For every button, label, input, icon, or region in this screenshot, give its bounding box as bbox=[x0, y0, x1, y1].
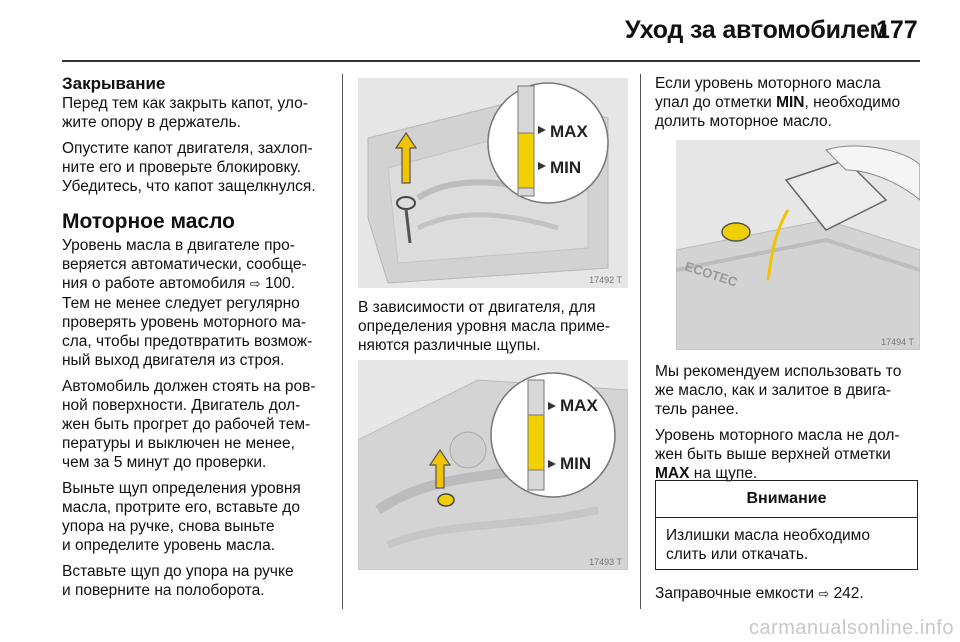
text-line: упал до отметки bbox=[655, 94, 777, 111]
max-paragraph bbox=[655, 426, 925, 483]
text-line: жите опору в держатель. bbox=[62, 114, 241, 131]
text-line: чем за 5 минут до проверки. bbox=[62, 454, 267, 471]
closing-paragraph-1 bbox=[62, 94, 340, 132]
warning-title: Внимание bbox=[656, 481, 917, 518]
text-line: В зависимости от двигателя, для bbox=[358, 299, 596, 316]
oil-cap-icon bbox=[722, 223, 750, 241]
closing-paragraph-2 bbox=[62, 139, 340, 196]
text-line: Мы рекомендуем использовать то bbox=[655, 363, 902, 380]
text-line: Если уровень моторного масла bbox=[655, 75, 881, 92]
page-title: Уход за автомобилем bbox=[625, 16, 888, 44]
text-line: и поверните на полоборота. bbox=[62, 582, 265, 599]
column-2-text bbox=[358, 298, 640, 362]
dipstick-figure-1 bbox=[358, 78, 628, 288]
page-ref-link[interactable]: 242. bbox=[833, 585, 864, 602]
oil-paragraph-2 bbox=[62, 377, 340, 472]
text-line: няются различные щупы. bbox=[358, 337, 541, 354]
max-label: MAX bbox=[560, 396, 598, 415]
column-3 bbox=[655, 74, 925, 138]
warning-body bbox=[656, 518, 917, 572]
text-line: , необходимо bbox=[804, 94, 901, 111]
column-1 bbox=[62, 74, 340, 607]
column-divider-2 bbox=[640, 74, 641, 609]
header-divider bbox=[62, 60, 920, 62]
oil-paragraph-4 bbox=[62, 562, 340, 600]
text-line: же масло, как и залитое в двига- bbox=[655, 382, 892, 399]
closing-heading: Закрывание bbox=[62, 74, 166, 93]
refill-paragraph bbox=[655, 74, 925, 131]
text-line: веряется автоматически, сообще- bbox=[62, 256, 307, 273]
text-line: Тем не менее следует регулярно bbox=[62, 295, 300, 312]
text-line: Излишки масла необходимо bbox=[666, 527, 870, 544]
text-line: на щупе. bbox=[689, 465, 758, 482]
watermark: carmanualsonline.info bbox=[748, 617, 954, 639]
text-line: Заправочные емкости bbox=[655, 585, 815, 602]
engine-illustration bbox=[358, 78, 628, 288]
text-line: Вставьте щуп до упора на ручке bbox=[62, 563, 294, 580]
text-line: Убедитесь, что капот защелкнулся. bbox=[62, 178, 316, 195]
min-mark: MIN bbox=[776, 94, 805, 111]
capacity-reference bbox=[655, 585, 864, 603]
page-ref-arrow-icon[interactable]: ⇨ bbox=[818, 587, 830, 602]
text-line: ный выход двигателя из строя. bbox=[62, 352, 285, 369]
text-line: тель ранее. bbox=[655, 401, 739, 418]
oil-heading: Моторное масло bbox=[62, 210, 235, 233]
text-line: Автомобиль должен стоять на ров- bbox=[62, 378, 316, 395]
dipstick-paragraph bbox=[358, 298, 640, 355]
text-line: и определите уровень масла. bbox=[62, 537, 276, 554]
text-line: ния о работе автомобиля bbox=[62, 275, 246, 292]
text-line: Опустите капот двигателя, захлоп- bbox=[62, 140, 313, 157]
text-line: Выньте щуп определения уровня bbox=[62, 480, 301, 497]
figure-code: 17493 T bbox=[589, 557, 622, 567]
text-line: жен быть прогрет до рабочей тем- bbox=[62, 416, 311, 433]
text-line: Уровень моторного масла не дол- bbox=[655, 427, 900, 444]
text-line: сла, чтобы предотвратить возмож- bbox=[62, 333, 313, 350]
page-number: 177 bbox=[876, 16, 918, 44]
column-divider-1 bbox=[342, 74, 343, 609]
figure-code: 17494 T bbox=[881, 337, 914, 347]
min-label: MIN bbox=[560, 454, 592, 473]
text-line: ните его и проверьте блокировку. bbox=[62, 159, 301, 176]
column-3-lower bbox=[655, 362, 925, 490]
text-line: слить или откачать. bbox=[666, 546, 809, 563]
recommend-paragraph bbox=[655, 362, 925, 419]
text-line: жен быть выше верхней отметки bbox=[655, 446, 891, 463]
refill-figure bbox=[676, 140, 920, 350]
oil-paragraph-1 bbox=[62, 236, 340, 370]
page-ref-link[interactable]: 100. bbox=[264, 275, 296, 292]
text-line: упора на ручке, снова выньте bbox=[62, 518, 275, 535]
oil-paragraph-3 bbox=[62, 479, 340, 555]
figure-code: 17492 T bbox=[589, 275, 622, 285]
text-line: проверять уровень моторного ма- bbox=[62, 314, 307, 331]
warning-box bbox=[655, 480, 918, 570]
engine-brand-text: ECOTEC bbox=[683, 258, 740, 290]
dipstick-figure-2 bbox=[358, 360, 628, 570]
max-mark: MAX bbox=[655, 465, 690, 482]
text-line: Уровень масла в двигателе про- bbox=[62, 237, 295, 254]
oil-refill-illustration bbox=[676, 140, 920, 350]
text-line: ной поверхности. Двигатель дол- bbox=[62, 397, 301, 414]
page-ref-arrow-icon[interactable]: ⇨ bbox=[249, 277, 261, 292]
text-line: Перед тем как закрыть капот, уло- bbox=[62, 95, 308, 112]
min-label: MIN bbox=[550, 158, 582, 177]
text-line: масла, протрите его, вставьте до bbox=[62, 499, 300, 516]
text-line: определения уровня масла приме- bbox=[358, 318, 611, 335]
text-line: долить моторное масло. bbox=[655, 113, 832, 130]
text-line: пературы и выключен не менее, bbox=[62, 435, 295, 452]
max-label: MAX bbox=[550, 122, 588, 141]
